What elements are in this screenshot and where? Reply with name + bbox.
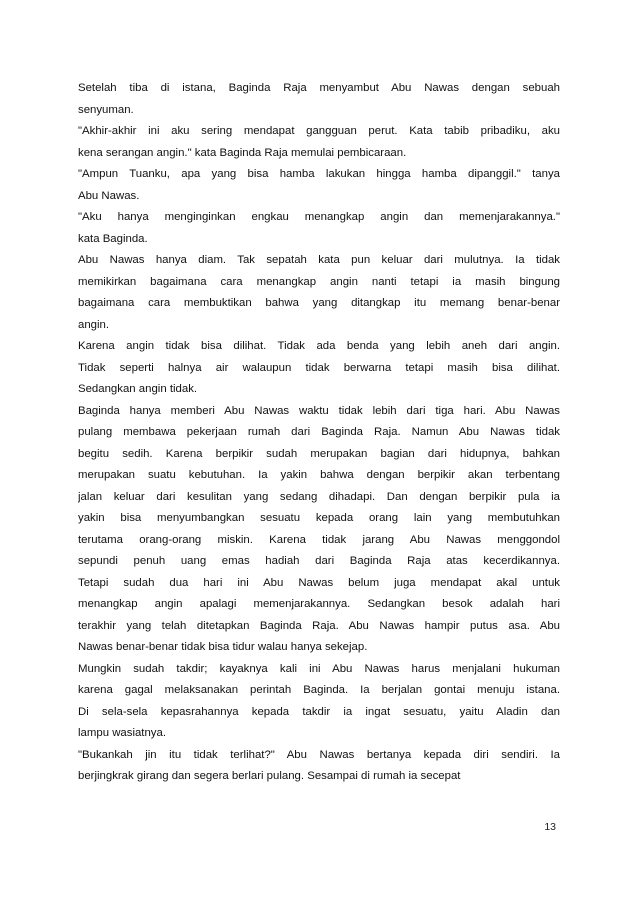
text-line: Karena angin tidak bisa dilihat. Tidak ada benda yang lebih aneh dari angin. <box>78 340 560 352</box>
text-line: pulang membawa pekerjaan rumah dari Baginda Raja. Namun Abu Nawas tidak <box>78 426 560 438</box>
text-line: lampu wasiatnya. <box>78 727 167 739</box>
text-line: begitu sedih. Karena berpikir sudah merupakan bagian dari hidupnya, bahkan <box>78 447 560 460</box>
text-line: Setelah tiba di istana, Baginda Raja menyambut Abu Nawas dengan sebuah <box>78 82 560 94</box>
paragraph <box>78 121 560 164</box>
text-line: "Aku hanya menginginkan engkau menangkap angin dan memenjarakannya." <box>78 211 560 223</box>
body-text <box>78 78 560 788</box>
paragraph <box>78 250 560 336</box>
paragraph <box>78 336 560 401</box>
text-line: terutama orang-orang miskin. Karena tidak jarang Abu Nawas menggondol <box>78 533 560 546</box>
text-line: terakhir yang telah ditetapkan Baginda Raja. Abu Nawas hampir putus asa. Abu <box>78 619 560 632</box>
text-line: "Akhir-akhir ini aku sering mendapat gangguan perut. Kata tabib pribadiku, aku <box>78 125 560 137</box>
text-line: Mungkin sudah takdir; kayaknya kali ini Abu Nawas harus menjalani hukuman <box>78 662 560 675</box>
text-line: Nawas benar-benar tidak bisa tidur walau hanya sekejap. <box>78 641 368 653</box>
text-line: Sedangkan angin tidak. <box>78 383 198 395</box>
text-line: merupakan suatu kebutuhan. Ia yakin bahwa dengan berpikir akan terbentang <box>78 469 560 481</box>
paragraph <box>78 745 560 788</box>
page-number: 13 <box>544 821 556 833</box>
text-line: sepundi penuh uang emas hadiah dari Baginda Raja atas kecerdikannya. <box>78 555 560 567</box>
text-line: berjingkrak girang dan segera berlari pulang. Sesampai di rumah ia secepat <box>78 770 461 782</box>
text-line: "Bukankah jin itu tidak terlihat?" Abu Nawas bertanya kepada diri sendiri. Ia <box>78 748 560 761</box>
text-line: kena serangan angin." kata Baginda Raja memulai pembicaraan. <box>78 146 407 159</box>
text-line: Baginda hanya memberi Abu Nawas waktu tidak lebih dari tiga hari. Abu Nawas <box>78 404 560 417</box>
text-line: menangkap angin apalagi memenjarakannya. Sedangkan besok adalah hari <box>78 598 560 610</box>
text-line: Abu Nawas hanya diam. Tak sepatah kata pun keluar dari mulutnya. Ia tidak <box>78 254 560 266</box>
text-line: Di sela-sela kepasrahannya kepada takdir ia ingat sesuatu, yaitu Aladin dan <box>78 705 560 718</box>
paragraph <box>78 401 560 659</box>
text-line: bagaimana cara membuktikan bahwa yang ditangkap itu memang benar-benar <box>78 297 560 309</box>
text-line: Abu Nawas. <box>78 189 140 202</box>
paragraph <box>78 164 560 207</box>
text-line: kata Baginda. <box>78 232 148 245</box>
text-line: angin. <box>78 318 110 331</box>
text-line: yakin bisa menyumbangkan sesuatu kepada orang lain yang membutuhkan <box>78 512 560 524</box>
text-line: "Ampun Tuanku, apa yang bisa hamba lakukan hingga hamba dipanggil." tanya <box>78 168 560 180</box>
text-line: memikirkan bagaimana cara menangkap angin nanti tetapi ia masih bingung <box>78 275 560 288</box>
text-line: Tetapi sudah dua hari ini Abu Nawas belum juga mendapat akal untuk <box>78 576 560 589</box>
text-line: Tidak seperti halnya air walaupun tidak berwarna tetapi masih bisa dilihat. <box>78 361 560 374</box>
paragraph <box>78 659 560 745</box>
text-line: karena gagal melaksanakan perintah Baginda. Ia berjalan gontai menuju istana. <box>78 684 560 696</box>
text-line: jalan keluar dari kesulitan yang sedang dihadapi. Dan dengan berpikir pula ia <box>78 490 560 503</box>
text-line: senyuman. <box>78 103 134 116</box>
paragraph <box>78 78 560 121</box>
paragraph <box>78 207 560 250</box>
